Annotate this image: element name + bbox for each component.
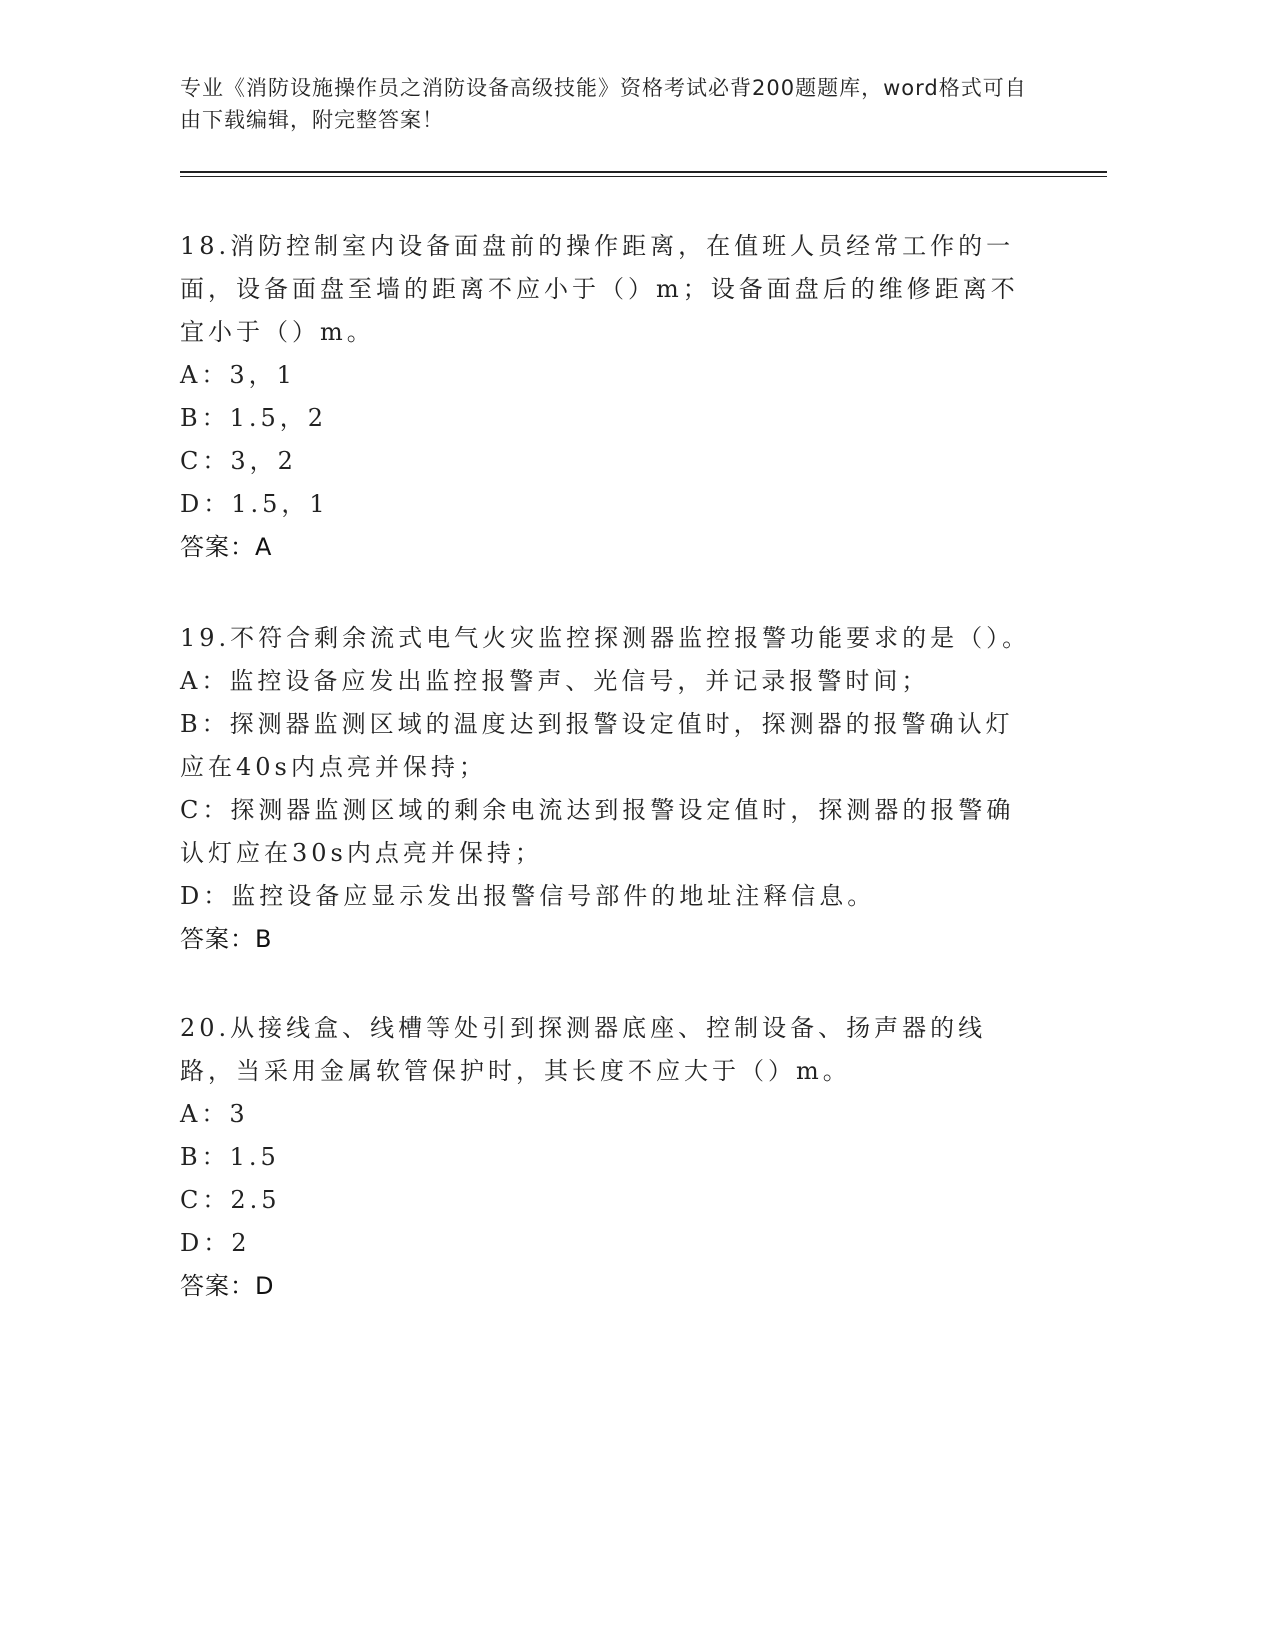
header-divider-thick [180, 171, 1107, 173]
option-a: A：监控设备应发出监控报警声、光信号，并记录报警时间； [180, 667, 930, 695]
question-stem: 20.从接线盒、线槽等处引到探测器底座、控制设备、扬声器的线路，当采用金属软管保护时，其长度不应大于（）m。 [180, 1014, 987, 1085]
option-d: D：2 [180, 1229, 251, 1257]
option-d: D：监控设备应显示发出报警信号部件的地址注释信息。 [180, 882, 876, 910]
option-b: B：探测器监测区域的温度达到报警设定值时，探测器的报警确认灯应在40s内点亮并保持； [180, 710, 1014, 781]
answer-line: 答案：A [180, 533, 273, 561]
header-divider-thin [180, 176, 1107, 177]
answer-line: 答案：B [180, 925, 273, 953]
question-19 [180, 617, 1040, 961]
option-c: C：探测器监测区域的剩余电流达到报警设定值时，探测器的报警确认灯应在30s内点亮并保持； [180, 796, 1015, 867]
answer-line: 答案：D [180, 1272, 275, 1300]
option-a: A：3 [180, 1100, 249, 1128]
option-c: C：3，2 [180, 447, 297, 475]
question-stem: 19.不符合剩余流式电气火灾监控探测器监控报警功能要求的是（）。 [180, 624, 1031, 652]
option-a: A：3，1 [180, 361, 296, 389]
option-d: D：1.5，1 [180, 490, 329, 518]
question-18 [180, 225, 1040, 569]
question-stem: 18.消防控制室内设备面盘前的操作距离，在值班人员经常工作的一面，设备面盘至墙的距离不应小于（）m；设备面盘后的维修距离不宜小于（）m。 [180, 232, 1019, 346]
question-20 [180, 1007, 1040, 1308]
option-c: C：2.5 [180, 1186, 281, 1214]
document-header: 专业《消防设施操作员之消防设备高级技能》资格考试必背200题题库，word格式可自由下载编辑，附完整答案！ [180, 76, 1027, 132]
option-b: B：1.5，2 [180, 404, 328, 432]
option-b: B：1.5 [180, 1143, 280, 1171]
